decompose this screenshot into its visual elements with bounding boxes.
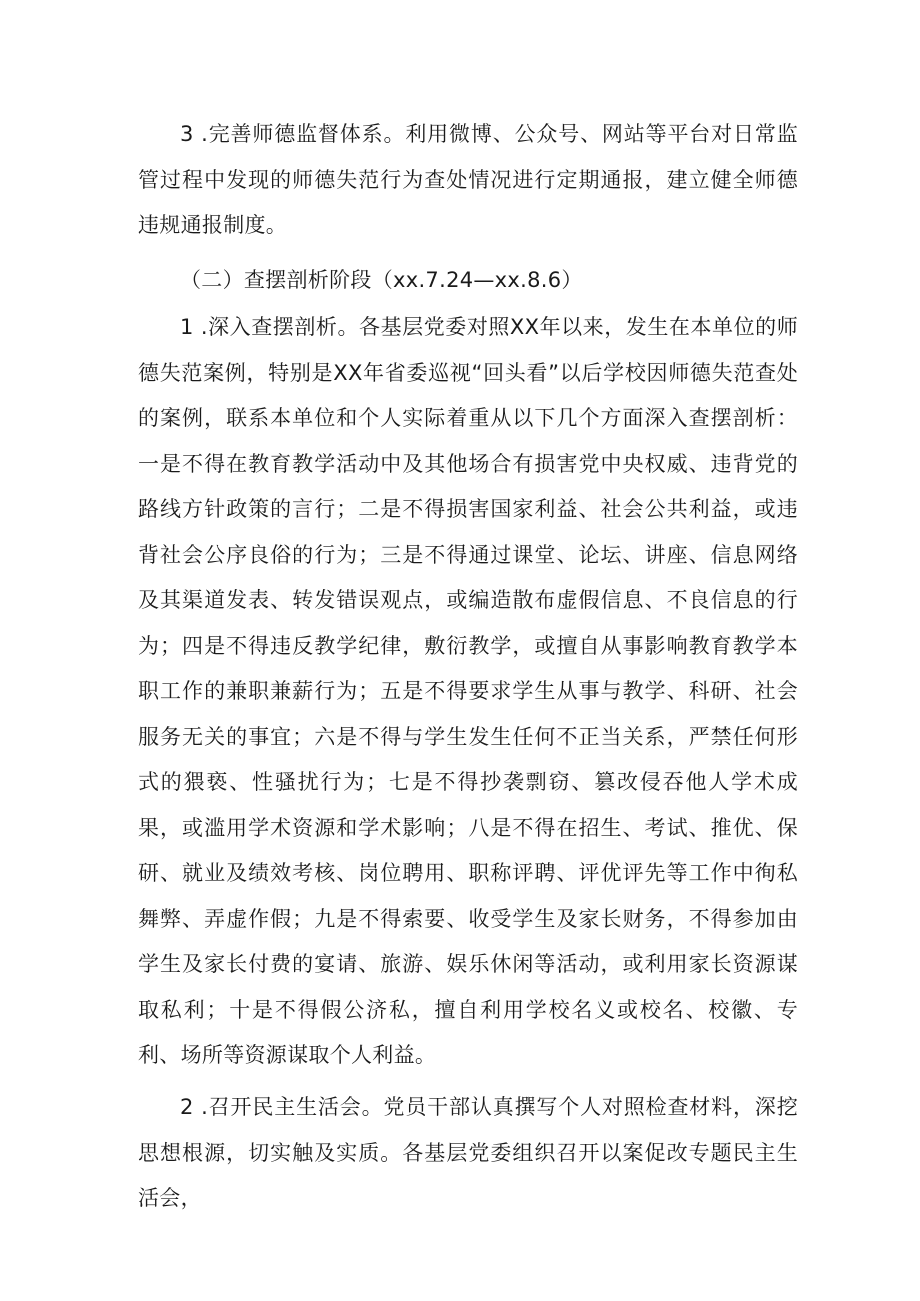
- paragraph-item-2: 2 .召开民主生活会。党员干部认真撰写个人对照检查材料，深挖思想根源，切实触及实质。各基层党委组织召开以案促改专题民主生活会，: [138, 1095, 798, 1210]
- section-heading-2: （二）查摆剖析阶段（xx.7.24—xx.8.6）: [180, 268, 583, 292]
- paragraph-item-1: 1 .深入查摆剖析。各基层党委对照XX年以来，发生在本单位的师德失范案例，特别是XX年省委巡视“回头看”以后学校因师德失范查处的案例，联系本单位和个人实际着重从以下几个方面深入查摆剖析：一是不得在教育教学活动中及其他场合有损害党中央权威、违背党的路线方针政策的言行；二是不得损害国家利益、社会公共利益，或违背社会公序良俗的行为；三是不得通过课堂、论坛、讲座、信息网络及其渠道发表、转发错误观点，或编造散布虚假信息、不良信息的行为；四是不得违反教学纪律，敷衍教学，或擅自从事影响教育教学本职工作的兼职兼薪行为；五是不得要求学生从事与教学、科研、社会服务无关的事宜；六是不得与学生发生任何不正当关系，严禁任何形式的猥亵、性骚扰行为；七是不得抄袭剽窃、篡改侵吞他人学术成果，或滥用学术资源和学术影响；八是不得在招生、考试、推优、保研、就业及绩效考核、岗位聘用、职称评聘、评优评先等工作中徇私舞弊、弄虚作假；九是不得索要、收受学生及家长财务，不得参加由学生及家长付费的宴请、旅游、娱乐休闲等活动，或利用家长资源谋取私利；十是不得假公济私，擅自利用学校名义或校名、校徽、专利、场所等资源谋取个人利益。: [138, 315, 798, 1067]
- paragraph-item-3: 3 .完善师德监督体系。利用微博、公众号、网站等平台对日常监管过程中发现的师德失范行为查处情况进行定期通报，建立健全师德违规通报制度。: [138, 122, 798, 237]
